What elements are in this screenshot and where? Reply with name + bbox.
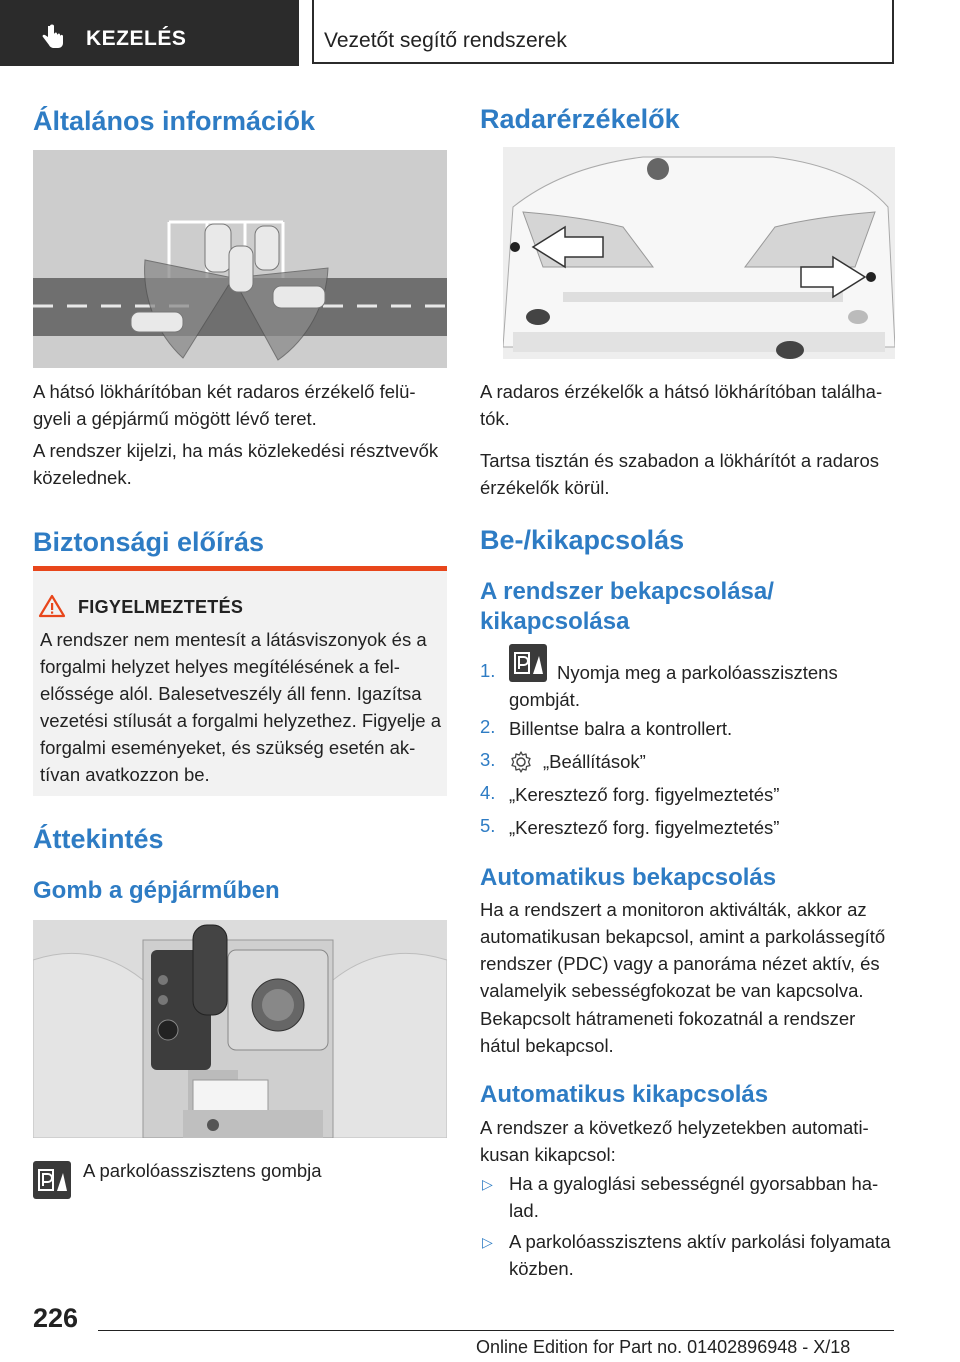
paragraph-auto-off: A rendszer a következő helyzetekben automati-kusan kikapcsol: bbox=[480, 1117, 869, 1165]
page-number: 226 bbox=[33, 1303, 79, 1333]
subheading-button-in-car: Gomb a gépjárműben bbox=[33, 877, 280, 904]
heading-overview: Áttekintés bbox=[33, 824, 164, 854]
figure-center-console bbox=[33, 920, 447, 1138]
paragraph-general-2: A rendszer kijelzi, ha más közlekedési résztvevők közelednek. bbox=[33, 440, 439, 488]
paragraph-auto-on-2: Bekapcsolt hátrameneti fokozatnál a rendszer hátul bekapcsol. bbox=[480, 1008, 856, 1056]
step-number-1: 1. bbox=[480, 660, 496, 681]
bullet-arrow-icon: ▷ bbox=[482, 1176, 493, 1192]
footer-divider bbox=[98, 1330, 894, 1331]
header-title: Vezetőt segítő rendszerek bbox=[324, 29, 567, 52]
caption-park-assist-button: A parkolóasszisztens gombja bbox=[83, 1160, 322, 1181]
step-number-3: 3. bbox=[480, 749, 496, 770]
step-text-1: Nyomja meg a parkolóasszisztens gombját. bbox=[509, 662, 838, 710]
footer-edition: Online Edition for Part no. 01402896948 - X/18 bbox=[476, 1337, 851, 1357]
warning-triangle-icon bbox=[38, 594, 66, 618]
heading-general-info: Általános információk bbox=[33, 106, 316, 136]
step-text-5: „Keresztező forg. figyelmeztetés” bbox=[509, 817, 780, 838]
step-text-3: „Beállítások” bbox=[543, 751, 646, 772]
warning-title: FIGYELMEZTETÉS bbox=[78, 597, 244, 617]
bullet-text-1: Ha a gyaloglási sebességnél gyorsabban ha-lad. bbox=[509, 1173, 879, 1221]
paragraph-general-1: A hátsó lökhárítóban két radaros érzékelő felü-gyeli a gépjármű mögött lévő teret. bbox=[33, 381, 416, 429]
step-text-4: „Keresztező forg. figyelmeztetés” bbox=[509, 784, 780, 805]
park-assist-icon bbox=[33, 1161, 71, 1199]
bullet-text-2: A parkolóasszisztens aktív parkolási folyamata közben. bbox=[509, 1231, 891, 1279]
step-number-5: 5. bbox=[480, 815, 496, 836]
step-text-2: Billentse balra a kontrollert. bbox=[509, 718, 733, 739]
paragraph-radar-1: A radaros érzékelők a hátsó lökhárítóban találha-tók. bbox=[480, 381, 883, 429]
gear-icon bbox=[509, 750, 533, 774]
heading-radar-sensors: Radarérzékelők bbox=[480, 104, 680, 134]
figure-parking-overview bbox=[33, 150, 447, 368]
figure-radar-sensors bbox=[503, 147, 895, 359]
header-section-label: KEZELÉS bbox=[86, 27, 187, 50]
bullet-arrow-icon: ▷ bbox=[482, 1234, 493, 1250]
hand-pointer-icon bbox=[40, 24, 66, 50]
subheading-switch-on-off: A rendszer bekapcsolása/ kikapcsolása bbox=[480, 578, 774, 635]
warning-text: A rendszer nem mentesít a látásviszonyok és a forgalmi helyzet helyes megítélésének a fel-előssége alól. Balesetveszély áll fenn. Igazítsa vezetési stílusát a forgalmi helyzethez. Figyelje a forgalmi eseményeket, és szükség esetén ak-tívan avatkozzon be. bbox=[40, 629, 442, 785]
heading-on-off: Be-/kikapcsolás bbox=[480, 525, 685, 555]
step-number-4: 4. bbox=[480, 782, 496, 803]
step-number-2: 2. bbox=[480, 716, 496, 737]
paragraph-auto-on-1: Ha a rendszert a monitoron aktiválták, akkor az automatikusan bekapcsol, amint a parkolássegítő rendszer (PDC) vagy a panoráma nézet aktív, és valamelyik sebességfokozat be van kapcsolva. bbox=[480, 899, 886, 1001]
paragraph-radar-2: Tartsa tisztán és szabadon a lökhárítót a radaros érzékelők körül. bbox=[480, 450, 879, 498]
heading-auto-off: Automatikus kikapcsolás bbox=[480, 1081, 769, 1108]
heading-safety: Biztonsági előírás bbox=[33, 527, 265, 557]
heading-auto-on: Automatikus bekapcsolás bbox=[480, 864, 777, 891]
